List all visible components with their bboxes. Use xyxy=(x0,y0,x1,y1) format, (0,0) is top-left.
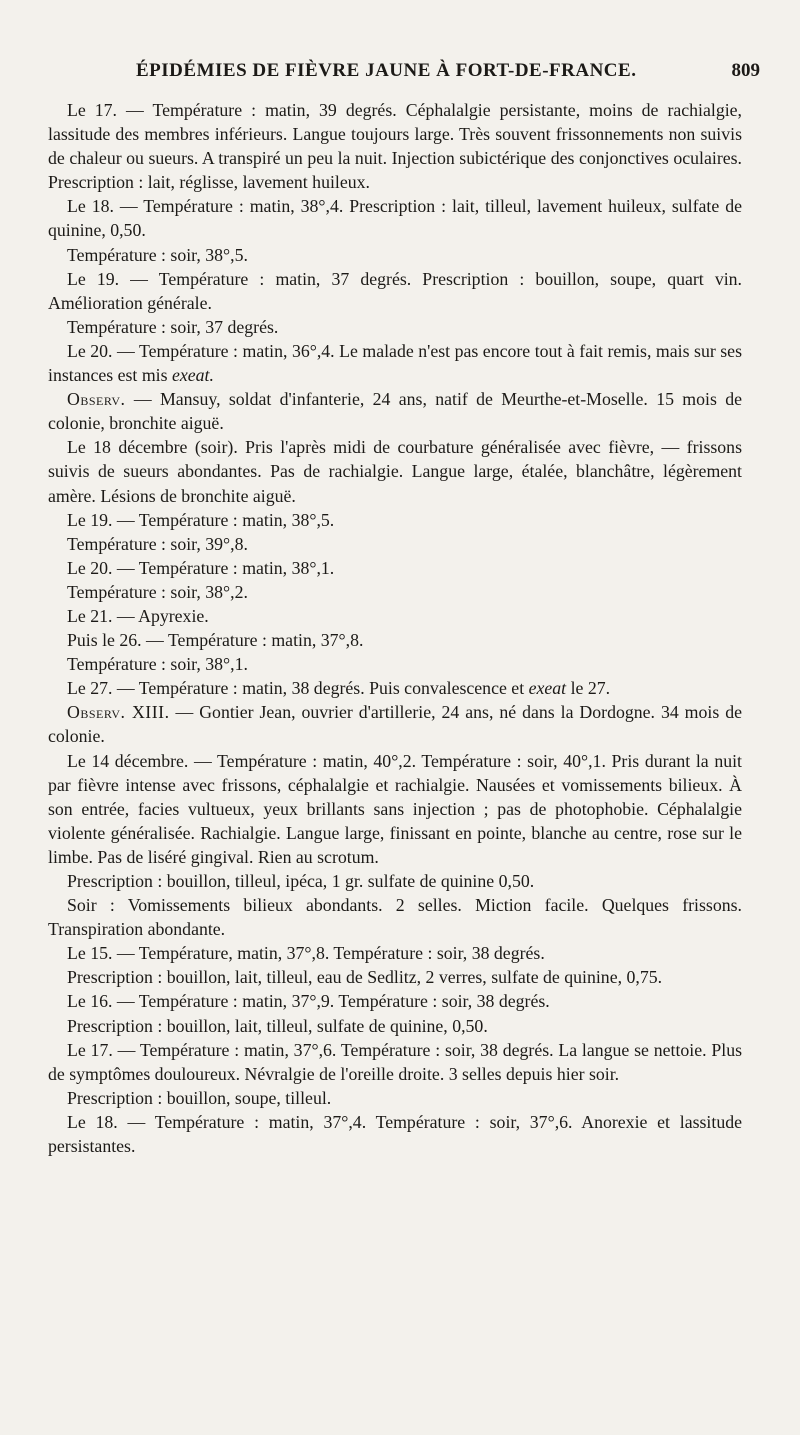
observation-xiii-label: Observ. XIII. xyxy=(67,702,170,723)
page-number: 809 xyxy=(731,60,760,81)
paragraph-mansuy-le-26: Puis le 26. — Température : matin, 37°,8. xyxy=(67,630,364,651)
paragraph-prescription-14: Prescription : bouillon, tilleul, ipéca, 1 gr. sulfate de quinine 0,50. xyxy=(67,871,535,891)
paragraph-prescription-15: Prescription : bouillon, lait, tilleul, eau de Sedlitz, 2 verres, sulfate de quinine, 0,75. xyxy=(67,967,663,988)
paragraph-gontier-le-17: Le 17. — Température : matin, 37°,6. Température : soir, 38 degrés. La langue se nettoie. Plus de symptômes douloureux. Névralgie de l'oreille droite. 3 selles depuis hier soir. xyxy=(48,1039,742,1084)
paragraph-prescription-16: Prescription : bouillon, lait, tilleul, sulfate de quinine, 0,50. xyxy=(67,1015,488,1036)
paragraph-le-20 xyxy=(48,339,742,387)
paragraph-mansuy-temp-soir-20: Température : soir, 38°,2. xyxy=(67,581,248,602)
paragraph-14-decembre: Le 14 décembre. — Température : matin, 40°,2. Température : soir, 40°,1. Pris durant la nuit par fièvre intense avec frissons, céphalalgie et rachialgie. Nausées et vomissements bilieux. À son entrée, facies vultueux, yeux brillants sans injection ; pas de photophobie. Céphalalgie violente généralisée. Rachialgie. Langue large, finissant en pointe, blanche au centre, rose sur le limbe. Pas de liséré gingival. Rien au scrotum. xyxy=(48,750,742,867)
paragraph-gontier-le-18: Le 18. — Température : matin, 37°,4. Température : soir, 37°,6. Anorexie et lassitude persistantes. xyxy=(48,1111,742,1157)
page-header xyxy=(48,60,760,94)
le-27-tail: le 27. xyxy=(570,678,611,699)
paragraph-temp-soir-18: Température : soir, 38°,5. xyxy=(67,244,248,265)
paragraph-mansuy-le-20: Le 20. — Température : matin, 38°,1. xyxy=(67,557,335,578)
observation-label: Observ. xyxy=(67,389,126,410)
observation-xiii-text: Gontier Jean, ouvrier d'artillerie, 24 ans, né dans la Dordogne. 34 mois de colonie. xyxy=(48,702,742,747)
paragraph-gontier-le-15: Le 15. — Température, matin, 37°,8. Température : soir, 38 degrés. xyxy=(67,943,545,964)
observation-mansuy-text: Mansuy, soldat d'infanterie, 24 ans, natif de Meurthe-et-Moselle. 15 mois de colonie, bronchite aiguë. xyxy=(48,389,742,434)
le-27-text: Le 27. — Température : matin, 38 degrés. Puis convalescence et xyxy=(67,678,525,699)
paragraph-mansuy-le-27 xyxy=(48,676,742,700)
running-title: ÉPIDÉMIES DE FIÈVRE JAUNE À FORT-DE-FRANCE. xyxy=(136,60,637,81)
le-20-text: Le 20. — Température : matin, 36°,4. Le malade n'est pas encore tout à fait remis, mais sur ses instances est mis xyxy=(48,340,742,386)
paragraph-mansuy-le-19: Le 19. — Température : matin, 38°,5. xyxy=(67,509,335,530)
exeat-word: exeat. xyxy=(171,365,214,386)
paragraph-observation-xiii: Observ. XIII. — Gontier Jean, ouvrier d'artillerie, 24 ans, né dans la Dordogne. 34 mois de colonie. xyxy=(48,702,742,747)
paragraph-mansuy-temp-soir-26: Température : soir, 38°,1. xyxy=(67,654,248,675)
paragraph-le-19: Le 19. — Température : matin, 37 degrés. Prescription : bouillon, soupe, quart vin. Amélioration générale. xyxy=(48,268,742,313)
paragraph-le-17: Le 17. — Température : matin, 39 degrés. Céphalalgie persistante, moins de rachialgie, lassitude des membres inférieurs. Langue toujours large. Très souvent frissonnements non suivis de chaleur ou sueurs. A transpiré un peu la nuit. Injection subictérique des conjonctives oculaires. Prescription : lait, réglisse, lavement huileux. xyxy=(48,100,742,193)
paragraph-observation-mansuy: Observ. — Mansuy, soldat d'infanterie, 24 ans, natif de Meurthe-et-Moselle. 15 mois de colonie, bronchite aiguë. xyxy=(48,389,742,434)
paragraph-prescription-17: Prescription : bouillon, soupe, tilleul. xyxy=(67,1087,332,1108)
paragraph-18-decembre: Le 18 décembre (soir). Pris l'après midi de courbature généralisée avec fièvre, — frissons suivis de sueurs abondantes. Pas de rachialgie. Langue large, étalée, blanchâtre, légèrement amère. Lésions de bronchite aiguë. xyxy=(48,437,742,506)
paragraph-soir-14: Soir : Vomissements bilieux abondants. 2 selles. Miction facile. Quelques frissons. Transpiration abondante. xyxy=(48,895,742,940)
paragraph-temp-soir-19: Température : soir, 37 degrés. xyxy=(67,316,279,337)
paragraph-le-18: Le 18. — Température : matin, 38°,4. Prescription : lait, tilleul, lavement huileux, sulfate de quinine, 0,50. xyxy=(48,196,742,241)
paragraph-mansuy-temp-soir-19: Température : soir, 39°,8. xyxy=(67,533,248,554)
exeat-le-27-word: exeat xyxy=(528,678,567,699)
paragraph-gontier-le-16: Le 16. — Température : matin, 37°,9. Température : soir, 38 degrés. xyxy=(67,991,550,1012)
body-text xyxy=(48,98,742,1158)
paragraph-mansuy-le-21: Le 21. — Apyrexie. xyxy=(67,605,209,626)
